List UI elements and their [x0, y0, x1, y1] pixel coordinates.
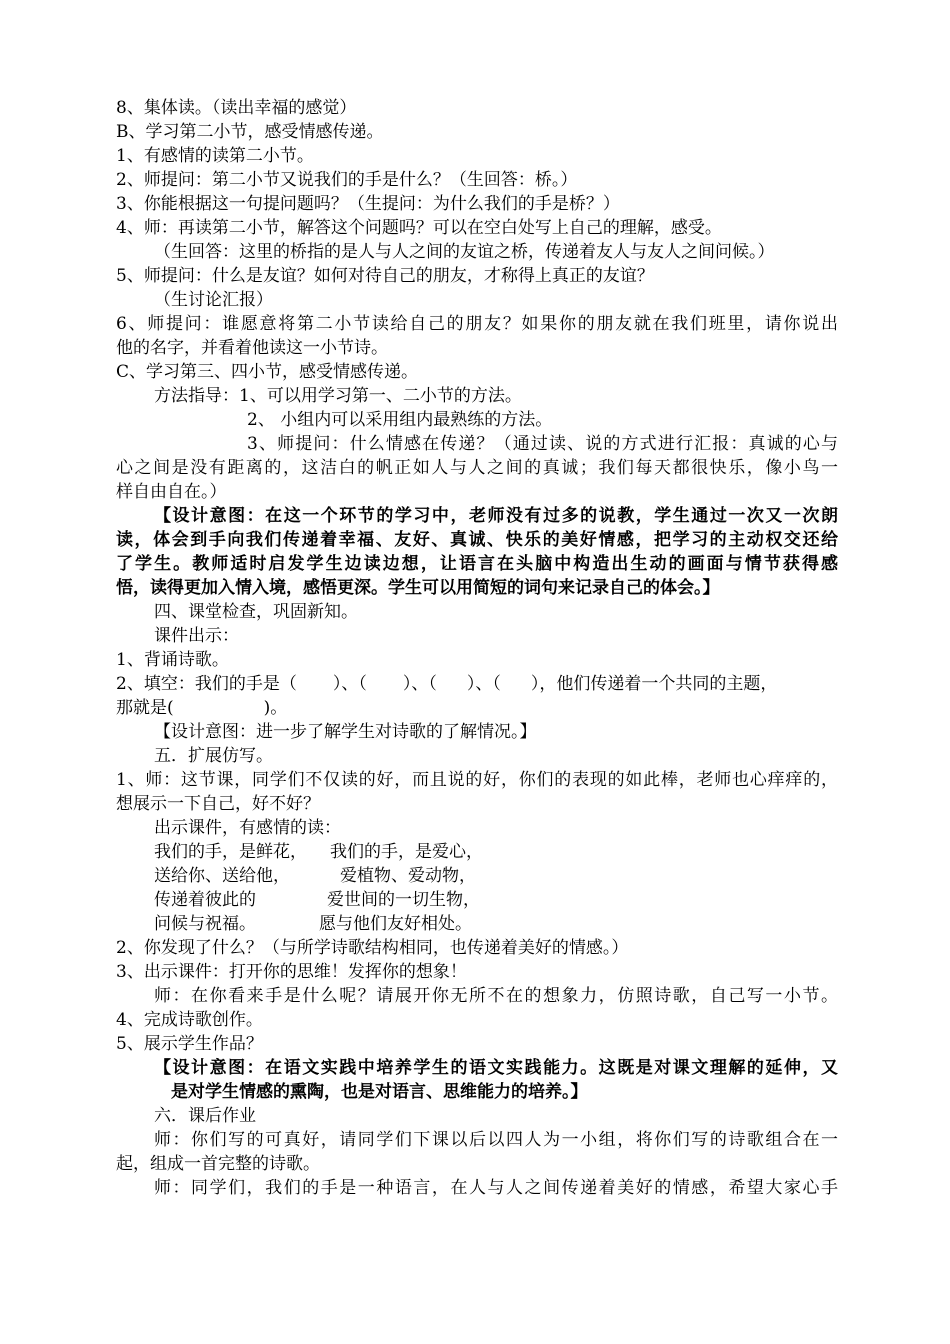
- text-line: 起，组成一首完整的诗歌。: [116, 1154, 320, 1174]
- section-heading: B、学习第二小节，感受情感传递。: [116, 122, 384, 142]
- text-line: （生回答：这里的桥指的是人与人之间的友谊之桥，传递着友人与友人之间问候。）: [154, 242, 775, 262]
- design-intent-note: 【设计意图：在这一个环节的学习中，老师没有过多的说教，学生通过一次又一次朗: [154, 506, 838, 526]
- fill-blank-text: 那就是(: [116, 698, 174, 718]
- poem-line: 送给你、送给他，: [154, 866, 290, 886]
- poem-line: 传递着彼此的: [154, 890, 256, 910]
- design-intent-note: 【设计意图：在语文实践中培养学生的语文实践能力。这既是对课文理解的延伸，又: [154, 1058, 838, 1078]
- fill-blank-text: ）、（: [466, 674, 501, 694]
- design-intent-note: 了学生。教师适时启发学生边读边想，让语言在头脑中构造出生动的画面与情节获得感: [116, 554, 838, 574]
- poem-line: 爱植物、爱动物，: [340, 866, 476, 886]
- fill-blank-text: ）、（: [402, 674, 437, 694]
- text-line: 出示课件，有感情的读：: [154, 818, 341, 838]
- design-intent-note: 【设计意图：进一步了解学生对诗歌的了解情况。】: [154, 722, 537, 742]
- text-line: 他的名字，并看着他读这一小节诗。: [116, 338, 388, 358]
- text-line: 课件出示：: [154, 626, 239, 646]
- design-intent-note: 读，体会到手向我们传递着幸福、友好、真诚、快乐的美好情感，把学习的主动权交还给: [116, 530, 838, 550]
- text-line: 想展示一下自己，好不好？: [116, 794, 320, 814]
- section-heading: 六．课后作业: [154, 1106, 256, 1126]
- text-line: 1、师：这节课，同学们不仅读的好，而且说的好，你们的表现的如此棒，老师也心痒痒的，: [116, 770, 838, 790]
- fill-blank-text: 2、填空：我们的手是（: [116, 674, 297, 694]
- text-line: 心之间是没有距离的，这洁白的帆正如人与人之间的真诚；我们每天都很快乐，像小鸟一: [116, 458, 838, 478]
- text-line: 2、师提问：第二小节又说我们的手是什么？（生回答：桥。）: [116, 170, 578, 190]
- section-heading: 五．扩展仿写。: [154, 746, 273, 766]
- text-line: 6、师提问：谁愿意将第二小节读给自己的朋友？如果你的朋友就在我们班里，请你说出: [116, 314, 838, 334]
- poem-line: 我们的手，是爱心，: [330, 842, 483, 862]
- poem-line: 问候与祝福。: [154, 914, 256, 934]
- fill-blank-line: [116, 696, 838, 720]
- section-heading: 四、课堂检查，巩固新知。: [154, 602, 358, 622]
- text-line: 8、集体读。（读出幸福的感觉）: [116, 98, 357, 118]
- text-line: 样自由自在。）: [116, 482, 227, 502]
- poem-line: 我们的手，是鲜花，: [154, 842, 307, 862]
- poem-line: 爱世间的一切生物，: [327, 890, 480, 910]
- poem-line: 愿与他们友好相处。: [319, 914, 472, 934]
- text-line: 3、出示课件：打开你的思维！发挥你的想象！: [116, 962, 467, 982]
- section-heading: C、学习第三、四小节，感受情感传递。: [116, 362, 419, 382]
- text-line: 5、师提问：什么是友谊？如何对待自己的朋友，才称得上真正的友谊？: [116, 266, 654, 286]
- text-line: 4、完成诗歌创作。: [116, 1010, 263, 1030]
- text-line: 师：同学们，我们的手是一种语言，在人与人之间传递着美好的情感，希望大家心手: [154, 1178, 838, 1198]
- text-line: 2、 小组内可以采用组内最熟练的方法。: [247, 410, 553, 430]
- text-line: 5、展示学生作品？: [116, 1034, 263, 1054]
- design-intent-note: 悟，读得更加入情入境，感悟更深。学生可以用简短的词句来记录自己的体会。】: [116, 578, 720, 598]
- text-line: 3、师提问：什么情感在传递？（通过读、说的方式进行汇报：真诚的心与: [247, 434, 838, 454]
- fill-blank-text: ），他们传递着一个共同的主题，: [530, 674, 778, 694]
- text-line: 师：你们写的可真好，请同学们下课以后以四人为一小组，将你们写的诗歌组合在一: [154, 1130, 838, 1150]
- text-line: 2、你发现了什么？（与所学诗歌结构相同，也传递着美好的情感。）: [116, 938, 629, 958]
- text-line: 4、师：再读第二小节，解答这个问题吗？可以在空白处写上自己的理解，感受。: [116, 218, 722, 238]
- design-intent-note: 是对学生情感的熏陶，也是对语言、思维能力的培养。】: [171, 1082, 588, 1102]
- text-line: 师：在你看来手是什么呢？请展开你无所不在的想象力，仿照诗歌，自己写一小节。: [154, 986, 838, 1006]
- text-line: （生讨论汇报）: [154, 290, 273, 310]
- text-line: 3、你能根据这一句提问题吗？（生提问：为什么我们的手是桥？）: [116, 194, 620, 214]
- fill-blank-line: [116, 672, 838, 696]
- fill-blank-text: ）、（: [332, 674, 367, 694]
- text-line: 方法指导：1、可以用学习第一、二小节的方法。: [154, 386, 522, 406]
- text-line: 1、背诵诗歌。: [116, 650, 229, 670]
- text-line: 1、有感情的读第二小节。: [116, 146, 314, 166]
- fill-blank-text: )。: [263, 698, 288, 718]
